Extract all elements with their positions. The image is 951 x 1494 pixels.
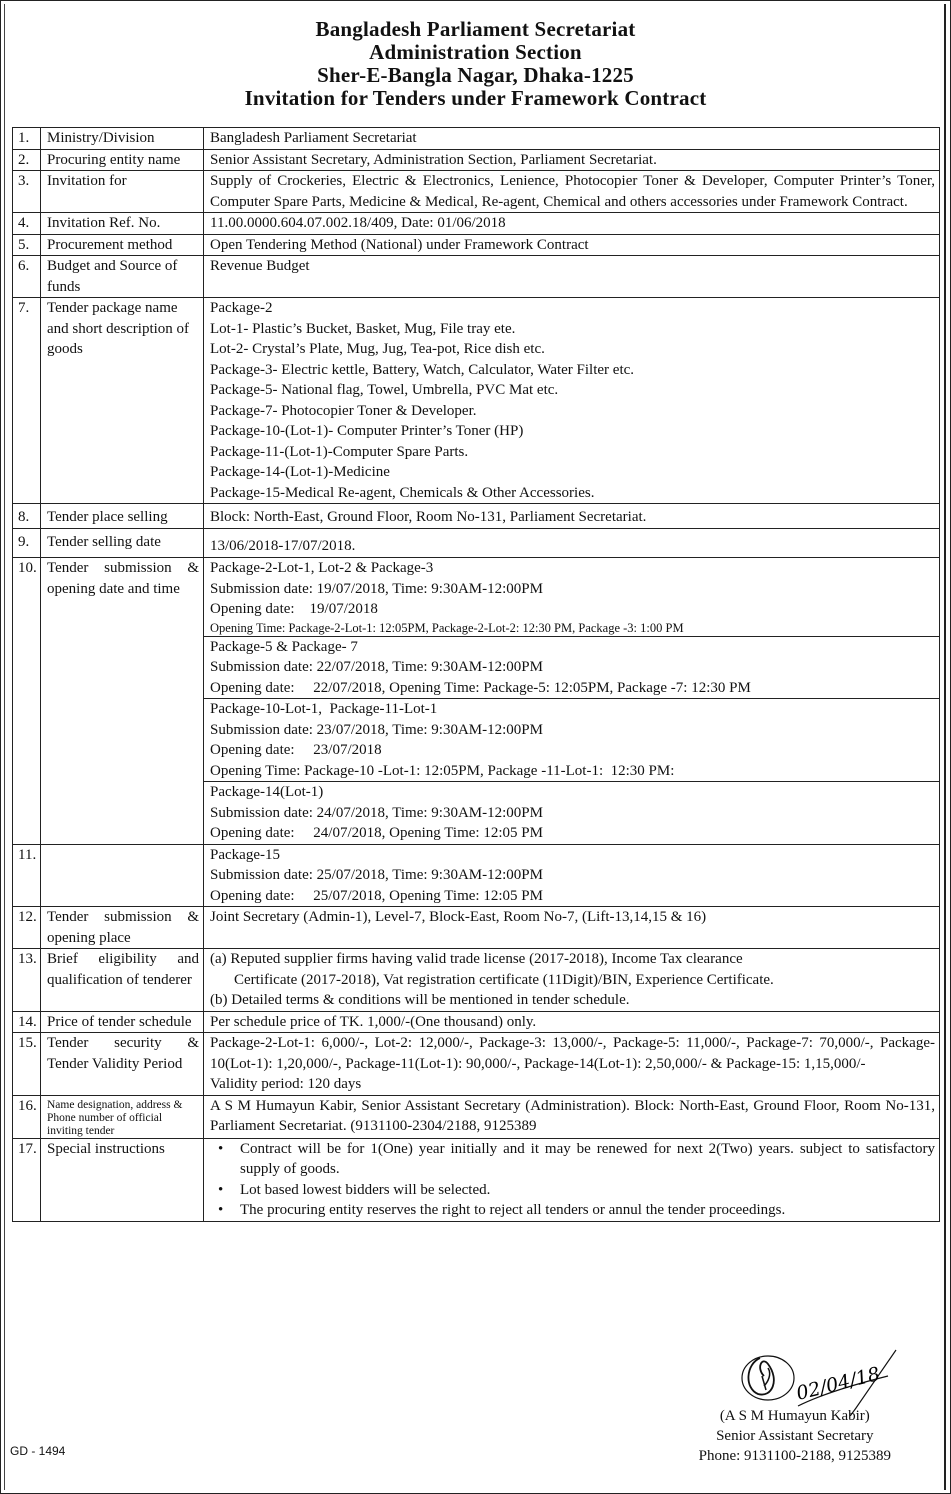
row-label: Brief eligibility and qualification of tenderer: [41, 949, 204, 1012]
row-number: 6.: [13, 256, 41, 298]
row-label: Price of tender schedule: [41, 1011, 204, 1033]
schedule-block: [204, 844, 940, 907]
row-number: 7.: [13, 298, 41, 504]
row-label: Budget and Source of funds: [41, 256, 204, 298]
schedule-block: [210, 558, 935, 636]
row-label: Procurement method: [41, 234, 204, 256]
row-number: 3.: [13, 171, 41, 213]
eligibility-a-cont: Certificate (2017-2018), Vat registration certificate (11Digit)/BIN, Experience Certificate.: [234, 971, 774, 988]
package-line: Package-3- Electric kettle, Battery, Watch, Calculator, Water Filter etc.: [210, 361, 635, 378]
header-org: Bangladesh Parliament Secretariat: [315, 17, 636, 41]
row-number: 17.: [13, 1138, 41, 1221]
row-label: Tender package name and short description of goods: [41, 298, 204, 504]
opening-date: Opening date: 23/07/2018: [210, 742, 382, 758]
tender-table: [12, 127, 940, 1222]
opening-date: Opening date: 24/07/2018, Opening Time: 12:05 PM: [210, 825, 543, 841]
submission-date: Submission date: 24/07/2018, Time: 9:30AM-12:00PM: [210, 804, 543, 821]
row-number: 9.: [13, 528, 41, 558]
submission-date: Submission date: 22/07/2018, Time: 9:30AM-12:00PM: [210, 659, 543, 675]
package-line: Package-2: [210, 300, 273, 316]
package-list: [204, 298, 940, 504]
handwritten-date: 02/04/18: [794, 1362, 883, 1405]
row-label: Tender selling date: [41, 528, 204, 558]
signature-block: [699, 1406, 891, 1466]
notice-header: [0, 18, 951, 110]
row-value: Senior Assistant Secretary, Administration Section, Parliament Secretariat.: [204, 149, 940, 171]
row-label: Tender submission & opening place: [41, 907, 204, 949]
table-row: [13, 1011, 940, 1033]
security-amounts: Package-2-Lot-1: 6,000/-, Lot-2: 12,000/-, Package-3: 13,000/-, Package-5: 11,000/-, Package-7: 70,000/-, Package-10(Lot-1): 1,20,000/-, Package-11(Lot-1): 90,000/-, Package-14(Lot-1): 2,50,000/- & Package-15: 1,15,000/-: [210, 1035, 935, 1072]
row-number: 16.: [13, 1095, 41, 1138]
table-row: [13, 298, 940, 504]
row-value: Block: North-East, Ground Floor, Room No-131, Parliament Secretariat.: [204, 504, 940, 529]
submission-date: Submission date: 19/07/2018, Time: 9:30AM-12:00PM: [210, 580, 543, 597]
opening-date: Opening date: 19/07/2018: [210, 601, 378, 617]
schedule-blocks: [204, 558, 940, 845]
footer-code: GD - 1494: [10, 1444, 66, 1458]
table-row: [13, 844, 940, 907]
row-label: Invitation Ref. No.: [41, 213, 204, 235]
row-number: 1.: [13, 128, 41, 150]
table-row: [13, 1095, 940, 1138]
schedule-block: [204, 698, 939, 781]
row-label: Tender submission & opening date and time: [41, 558, 204, 845]
schedule-block: [204, 636, 939, 699]
tender-security: [204, 1033, 940, 1096]
special-instructions: [204, 1138, 940, 1221]
row-number: 4.: [13, 213, 41, 235]
header-title: Invitation for Tenders under Framework Contract: [244, 86, 707, 110]
row-number: 13.: [13, 949, 41, 1012]
signatory-phone: Phone: 9131100-2188, 9125389: [698, 1448, 891, 1464]
table-row: [13, 128, 940, 150]
row-label: Tender place selling: [41, 504, 204, 529]
block-title: Package-2-Lot-1, Lot-2 & Package-3: [210, 560, 434, 576]
row-value: 11.00.0000.604.07.002.18/409, Date: 01/06/2018: [204, 213, 940, 235]
table-row: [13, 907, 940, 949]
table-row: [13, 558, 940, 845]
header-section: Administration Section: [369, 40, 582, 64]
row-label: Special instructions: [41, 1138, 204, 1221]
block-title: Package-15: [210, 846, 280, 863]
package-line: Package-11-(Lot-1)-Computer Spare Parts.: [210, 443, 469, 460]
row-value: Supply of Crockeries, Electric & Electronics, Lenience, Photocopier Toner & Developer, Computer Printer’s Toner, Computer Spare Parts, Medicine & Medical, Re-agent, Chemical and others accessories under Framework Contract.: [204, 171, 940, 213]
package-line: Package-15-Medical Re-agent, Chemicals & Other Accessories.: [210, 484, 595, 501]
row-number: 12.: [13, 907, 41, 949]
row-value: A S M Humayun Kabir, Senior Assistant Secretary (Administration). Block: North-East, Ground Floor, Room No-131, Parliament Secretariat. (9131100-2304/2188, 9125389: [204, 1095, 940, 1138]
instruction-list: [210, 1139, 935, 1221]
list-item: • Contract will be for 1(One) year initially and it may be renewed for next 2(Two) years. subject to satisfactory supply of goods.: [240, 1139, 935, 1180]
submission-date: Submission date: 23/07/2018, Time: 9:30AM-12:00PM: [210, 721, 543, 738]
package-line: Lot-1- Plastic’s Bucket, Basket, Mug, File tray ete.: [210, 320, 516, 337]
schedule-block: [204, 781, 939, 844]
block-title: Package-14(Lot-1): [210, 784, 324, 800]
row-number: 14.: [13, 1011, 41, 1033]
row-value: Joint Secretary (Admin-1), Level-7, Block-East, Room No-7, (Lift-13,14,15 & 16): [204, 907, 940, 949]
package-line: Package-14-(Lot-1)-Medicine: [210, 464, 390, 480]
table-row: [13, 949, 940, 1012]
row-label: Tender security & Tender Validity Period: [41, 1033, 204, 1096]
package-line: Package-7- Photocopier Toner & Developer.: [210, 402, 477, 419]
block-title: Package-10-Lot-1, Package-11-Lot-1: [210, 701, 438, 717]
eligibility-b: (b) Detailed terms & conditions will be mentioned in tender schedule.: [210, 992, 630, 1008]
table-row: [13, 234, 940, 256]
list-item: • The procuring entity reserves the right to reject all tenders or annul the tender proceedings.: [240, 1200, 935, 1221]
opening-date: Opening date: 25/07/2018, Opening Time: 12:05 PM: [210, 887, 543, 904]
opening-time: Opening Time: Package-2-Lot-1: 12:05PM, Package-2-Lot-2: 12:30 PM, Package -3: 1:00 PM: [210, 620, 684, 635]
table-row: [13, 1033, 940, 1096]
table-row: [13, 256, 940, 298]
row-value: Bangladesh Parliament Secretariat: [204, 128, 940, 150]
row-number: 15.: [13, 1033, 41, 1096]
package-line: Package-10-(Lot-1)- Computer Printer’s Toner (HP): [210, 423, 524, 439]
package-line: Lot-2- Crystal’s Plate, Mug, Jug, Tea-pot, Rice dish etc.: [210, 341, 545, 357]
row-number: 8.: [13, 504, 41, 529]
eligibility-a: (a) Reputed supplier firms having valid trade license (2017-2018), Income Tax clearance: [210, 951, 743, 967]
row-number: 2.: [13, 149, 41, 171]
submission-date: Submission date: 25/07/2018, Time: 9:30AM-12:00PM: [210, 867, 543, 883]
opening-date: Opening date: 22/07/2018, Opening Time: Package-5: 12:05PM, Package -7: 12:30 PM: [210, 679, 751, 696]
eligibility: [204, 949, 940, 1012]
table-row: [13, 149, 940, 171]
row-value: 13/06/2018-17/07/2018.: [204, 528, 940, 558]
table-row: [13, 504, 940, 529]
table-row: [13, 171, 940, 213]
validity-period: Validity period: 120 days: [210, 1076, 362, 1092]
row-label: [41, 844, 204, 907]
row-number: 10.: [13, 558, 41, 845]
row-value: Open Tendering Method (National) under Framework Contract: [204, 234, 940, 256]
row-value: Per schedule price of TK. 1,000/-(One thousand) only.: [204, 1011, 940, 1033]
block-title: Package-5 & Package- 7: [210, 638, 358, 655]
table-row: [13, 213, 940, 235]
opening-time: Opening Time: Package-10 -Lot-1: 12:05PM, Package -11-Lot-1: 12:30 PM:: [210, 762, 675, 779]
signatory-title: Senior Assistant Secretary: [716, 1428, 874, 1444]
row-label: Procuring entity name: [41, 149, 204, 171]
row-number: 11.: [13, 844, 41, 907]
table-row: [13, 1138, 940, 1221]
signatory-name: (A S M Humayun Kabir): [719, 1408, 870, 1424]
table-row: [13, 528, 940, 558]
row-label: Ministry/Division: [41, 128, 204, 150]
row-value: Revenue Budget: [204, 256, 940, 298]
package-line: Package-5- National flag, Towel, Umbrella, PVC Mat etc.: [210, 382, 559, 398]
row-label: Name designation, address & Phone number of official inviting tender: [41, 1095, 204, 1138]
header-address: Sher-E-Bangla Nagar, Dhaka-1225: [317, 63, 634, 87]
list-item: • Lot based lowest bidders will be selected.: [240, 1180, 935, 1201]
row-number: 5.: [13, 234, 41, 256]
row-label: Invitation for: [41, 171, 204, 213]
